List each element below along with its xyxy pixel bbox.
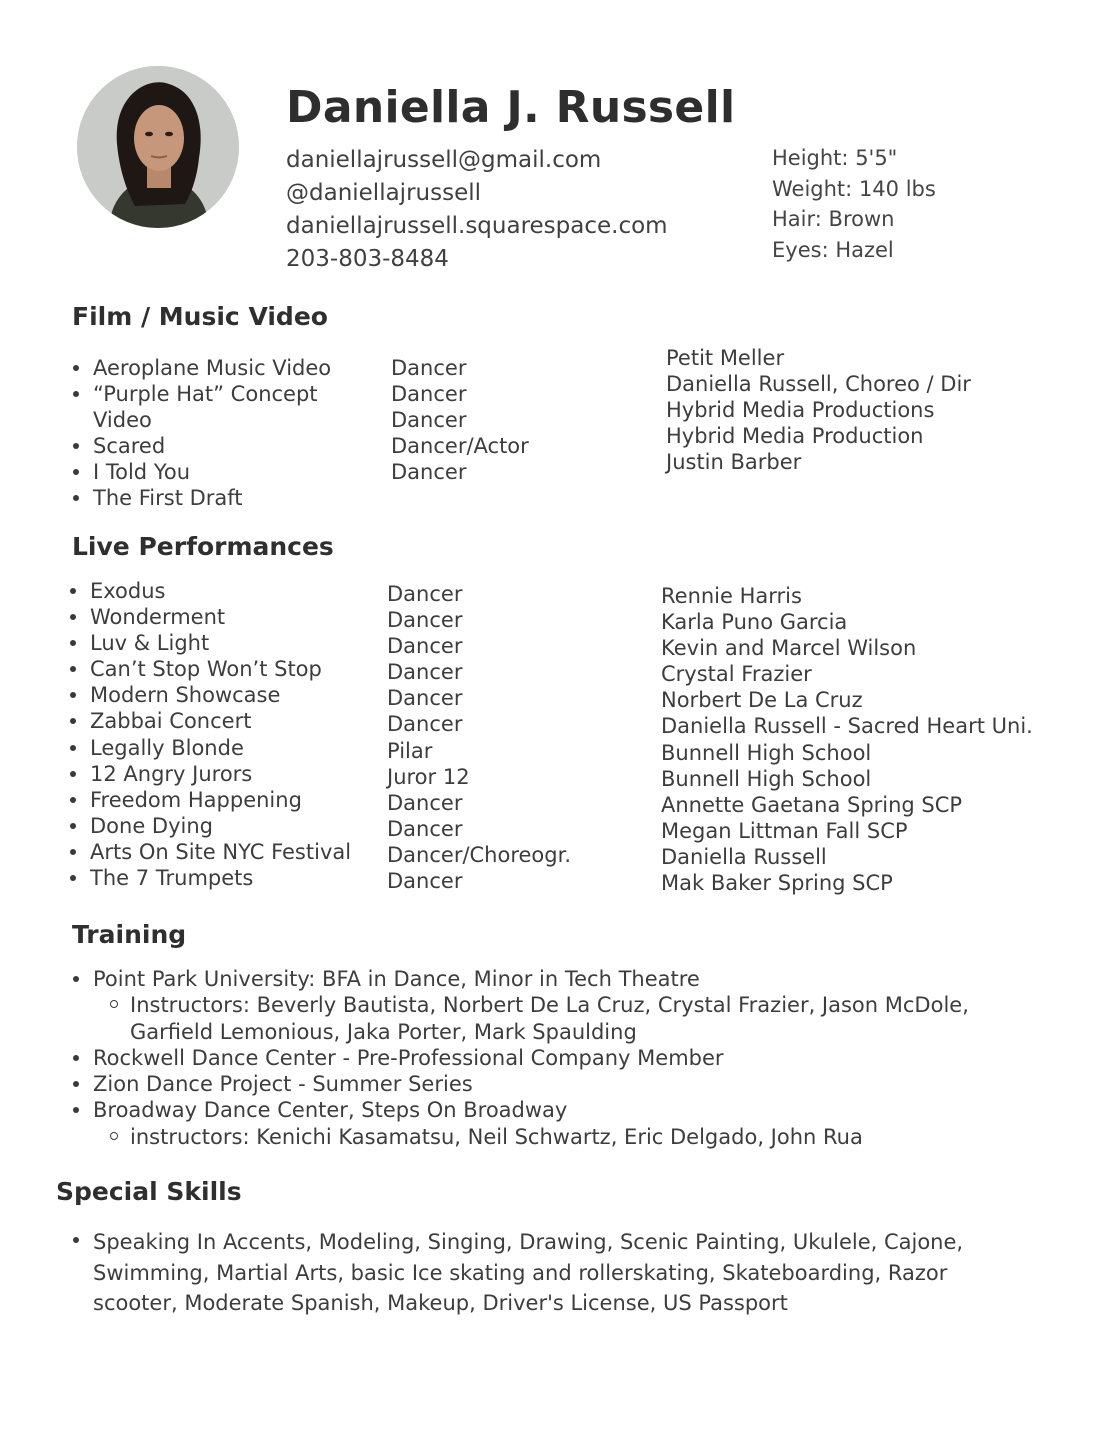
list-item: Can’t Stop Won’t Stop (90, 656, 351, 682)
training-item: Rockwell Dance Center - Pre-Professional Company Member (93, 1045, 969, 1071)
credit: Rennie Harris (661, 584, 802, 608)
film-credits (666, 345, 971, 475)
training-subitem-continuation: Garfield Lemonious, Jaka Porter, Mark Spaulding (130, 1019, 637, 1044)
stat-label: Height : (772, 146, 855, 170)
headshot-photo (77, 66, 239, 228)
role: Dancer (387, 712, 463, 737)
candidate-name: Daniella J. Russell (286, 82, 736, 133)
training-item: Zion Dance Project - Summer Series (93, 1071, 969, 1097)
role: Dancer (387, 634, 463, 659)
training-item: Broadway Dance Center, Steps On Broadway (93, 1097, 969, 1123)
eyes-stat (772, 235, 936, 266)
credit: Daniella Russell, Choreo / Dir (666, 372, 971, 396)
role: Dancer/Actor (391, 434, 529, 458)
role: Dancer (391, 460, 467, 484)
list-item: Wonderment (90, 604, 351, 630)
credit: Daniella Russell (661, 844, 827, 869)
credit: Daniella Russell - Sacred Heart Uni. (661, 714, 1033, 739)
credit: Bunnell High School (661, 766, 872, 791)
role: Dancer (391, 356, 467, 380)
list-item: Freedom Happening (90, 787, 351, 813)
role: Dancer (387, 790, 463, 815)
contact-info (286, 144, 668, 276)
role: Dancer (387, 660, 463, 685)
stat-label: Hair : (772, 207, 829, 231)
credit: Bunnell High School (661, 740, 872, 765)
training-subitem: instructors: Kenichi Kasamatsu, Neil Schwartz, Eric Delgado, John Rua (130, 1124, 969, 1150)
film-titles (93, 355, 331, 511)
stat-value: Brown (828, 207, 895, 231)
role: Dancer (391, 408, 467, 432)
list-item: 12 Angry Jurors (90, 761, 351, 787)
list-item: “Purple Hat” Concept (93, 381, 331, 407)
live-titles (90, 578, 351, 891)
skills-list (93, 1227, 963, 1319)
skills-line: scooter, Moderate Spanish, Makeup, Driver's License, US Passport (93, 1291, 788, 1315)
list-item: Modern Showcase (90, 682, 351, 708)
skills-heading: Special Skills (56, 1177, 242, 1206)
role: Dancer (391, 382, 467, 406)
training-subitem: Instructors: Beverly Bautista, Norbert De La Cruz, Crystal Frazier, Jason McDole, (130, 993, 969, 1018)
stat-value: 140 lbs (858, 176, 936, 201)
credit: Justin Barber (666, 450, 802, 474)
credit: Crystal Frazier (661, 662, 812, 687)
skills-line: Speaking In Accents, Modeling, Singing, Drawing, Scenic Painting, Ukulele, Cajone, (93, 1227, 963, 1258)
list-item-continuation: Video (93, 408, 152, 432)
role: Dancer/Choreogr. (387, 842, 571, 867)
list-item: Legally Blonde (90, 735, 351, 761)
live-credits (661, 583, 1033, 896)
credit: Mak Baker Spring SCP (661, 871, 893, 896)
role: Dancer (387, 608, 463, 633)
list-item: Done Dying (90, 813, 351, 839)
role: Dancer (387, 686, 463, 711)
role: Dancer (387, 582, 463, 606)
list-item: Zabbai Concert (90, 708, 351, 734)
list-item: I Told You (93, 459, 331, 485)
hair-stat (772, 204, 936, 235)
training-list (93, 966, 969, 1150)
weight-stat (772, 174, 936, 205)
stat-value: 5'5" (855, 146, 898, 170)
credit: Megan Littman Fall SCP (661, 818, 908, 843)
training-item: Point Park University: BFA in Dance, Minor in Tech Theatre (93, 966, 969, 992)
stat-label: Weight : (772, 177, 859, 201)
physical-stats (772, 143, 936, 265)
website-link[interactable]: daniellajrussell.squarespace.com (286, 213, 668, 239)
live-roles (387, 581, 571, 894)
list-item: The 7 Trumpets (90, 865, 351, 891)
credit: Hybrid Media Productions (666, 398, 935, 422)
credit: Norbert De La Cruz (661, 688, 863, 713)
credit: Karla Puno Garcia (661, 610, 848, 635)
social-handle[interactable]: @daniellajrussell (286, 180, 482, 206)
list-item: The First Draft (93, 485, 331, 511)
role: Dancer (387, 869, 463, 894)
role: Dancer (387, 816, 463, 841)
role: Pilar (387, 738, 433, 763)
film-roles (391, 355, 529, 485)
credit: Annette Gaetana Spring SCP (661, 792, 963, 817)
list-item: Luv & Light (90, 630, 351, 656)
list-item: Arts On Site NYC Festival (90, 839, 352, 864)
film-heading: Film / Music Video (72, 302, 328, 331)
credit: Hybrid Media Production (666, 424, 924, 448)
avatar (77, 66, 239, 228)
email-link[interactable]: daniellajrussell@gmail.com (286, 147, 602, 173)
training-heading: Training (72, 920, 187, 949)
list-item: Scared (93, 433, 331, 459)
phone-number: 203-803-8484 (286, 246, 449, 272)
height-stat (772, 143, 936, 174)
list-item: Exodus (90, 578, 351, 604)
stat-label: Eyes : (772, 238, 835, 262)
skills-line: Swimming, Martial Arts, basic Ice skating and rollerskating, Skateboarding, Razor (93, 1260, 948, 1285)
list-item: Aeroplane Music Video (93, 356, 332, 380)
credit: Petit Meller (666, 346, 785, 370)
credit: Kevin and Marcel Wilson (661, 636, 917, 661)
live-heading: Live Performances (72, 532, 334, 561)
stat-value: Hazel (835, 237, 894, 262)
role: Juror 12 (387, 764, 470, 789)
